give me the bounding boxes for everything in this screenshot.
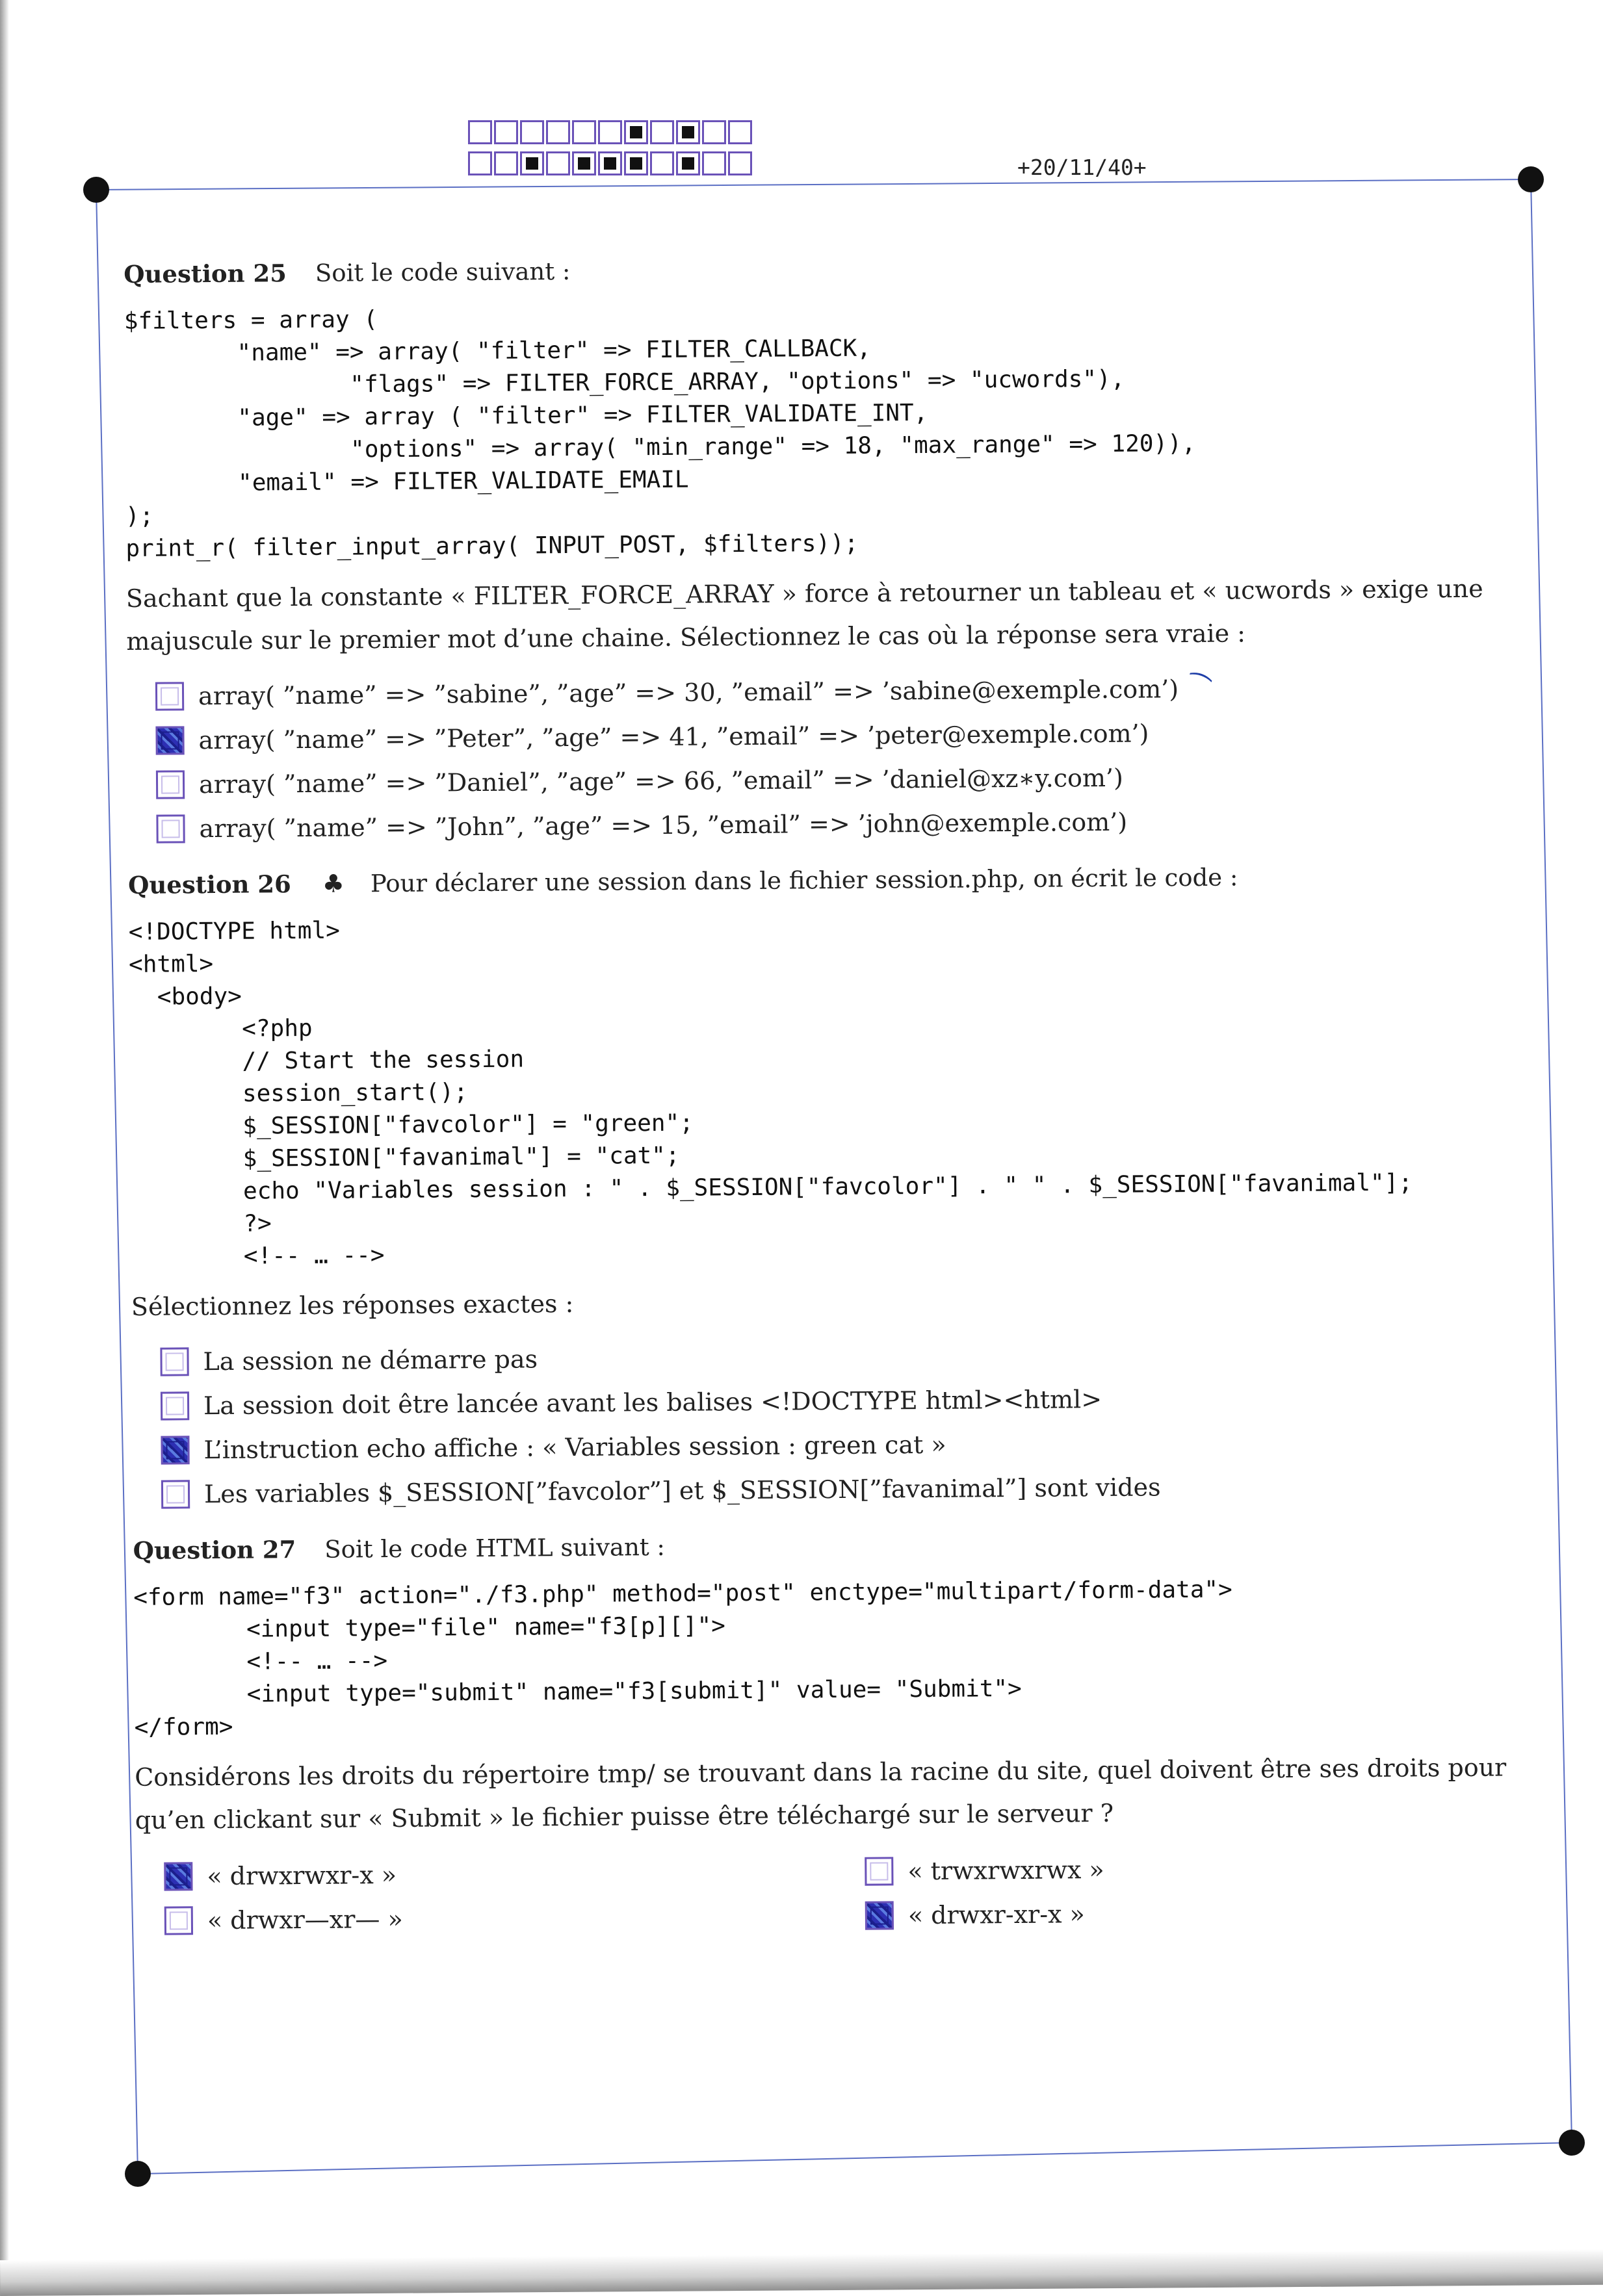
- code-block: $filters = array ( "name" => array( "filter" => FILTER_CALLBACK, "flags" => FILTER_FORCE_ARRAY, "options" => "ucwords"), "age" => array ( "filter" => FILTER_VALIDATE_INT, "options" => array( "min_range" => 18, "max_range" => 120)), "email" => FILTER_VALIDATE_EMAIL ); print_r( filter_input_array( INPUT_POST, $filters));: [124, 306, 1196, 562]
- question-header: [124, 250, 1554, 289]
- barcode-bit: [520, 120, 544, 144]
- answer-label: array( ”name” => ”Peter”, ”age” => 41, ”email” => ’peter@exemple.com’): [198, 719, 1149, 755]
- question-header: [128, 860, 1558, 899]
- barcode-bit: [520, 151, 544, 175]
- question-text: Sachant que la constante « FILTER_FORCE_ARRAY » force à retourner un tableau et « ucwords » exige une majuscule sur le premier mot d’une chaine. Sélectionnez le cas où la réponse sera vraie :: [125, 574, 1483, 656]
- question-text: Sélectionnez les réponses exactes :: [131, 1289, 574, 1321]
- answer-label: array( ”name” => ”John”, ”age” => 15, ”email” => ’john@exemple.com’): [199, 807, 1128, 844]
- answer-label: La session doit être lancée avant les balises <!DOCTYPE html><html>: [203, 1385, 1102, 1421]
- barcode-bit: [572, 120, 596, 144]
- frame-top-line: [96, 179, 1531, 190]
- barcode-bit: [728, 151, 752, 175]
- answer-checkbox[interactable]: [156, 814, 185, 843]
- answer-option[interactable]: [156, 797, 1557, 851]
- barcode-bit: [702, 151, 726, 175]
- answer-label: « trwxrwxrwx »: [907, 1855, 1104, 1886]
- answer-checkbox[interactable]: [164, 1862, 192, 1890]
- answer-checkbox[interactable]: [161, 1436, 189, 1464]
- exam-content: [124, 237, 1566, 1943]
- barcode-bit: [494, 151, 518, 175]
- answer-columns: [164, 1844, 1566, 1943]
- answer-option[interactable]: [865, 1844, 1565, 1894]
- corner-marker-bottom-left: [125, 2161, 151, 2187]
- barcode-row: [468, 120, 754, 149]
- answer-checkbox[interactable]: [164, 1906, 193, 1935]
- answer-label: L’instruction echo affiche : « Variables session : green cat »: [203, 1430, 946, 1465]
- club-icon: ♣: [322, 869, 345, 898]
- pen-mark-icon: ⁀: [1182, 671, 1212, 706]
- question-number: Question 26: [128, 870, 291, 899]
- barcode-bit: [598, 120, 622, 144]
- answer-label: Les variables $_SESSION[”favcolor”] et $_SESSION[”favanimal”] sont vides: [203, 1473, 1161, 1509]
- barcode-bit: [650, 151, 674, 175]
- barcode-bit: [572, 151, 596, 175]
- barcode-bit: [728, 120, 752, 144]
- answer-label: array( ”name” => ”Daniel”, ”age” => 66, ”email” => ’daniel@xz∗y.com’): [198, 763, 1124, 799]
- barcode-bit: [650, 120, 674, 144]
- question-prompt: Soit le code HTML suivant :: [324, 1532, 666, 1564]
- answer-checkbox[interactable]: [155, 726, 184, 755]
- answer-option[interactable]: [865, 1889, 1566, 1938]
- barcode-bit: [468, 151, 492, 175]
- question-number: Question 27: [133, 1535, 296, 1565]
- barcode-bit: [676, 151, 700, 175]
- barcode-row: [468, 151, 754, 180]
- answer-label: « drwxr—xr— »: [207, 1904, 403, 1935]
- question-26: [128, 860, 1563, 1517]
- answer-option[interactable]: [164, 1850, 865, 1899]
- answer-checkbox[interactable]: [155, 682, 184, 710]
- corner-marker-top-left: [83, 177, 109, 203]
- barcode-bit: [546, 151, 570, 175]
- answer-label: « drwxrwxr-x »: [207, 1860, 397, 1891]
- barcode-bit: [702, 120, 726, 144]
- code-block: <form name="f3" action="./f3.php" method="post" enctype="multipart/form-data"> <input type="file" name="f3[p][]"> <!-- … --> <input type="submit" name="f3[submit]" value= "Submit"> </form>: [133, 1576, 1232, 1741]
- answer-checkbox[interactable]: [156, 770, 185, 799]
- question-25: [124, 250, 1558, 851]
- question-prompt: Pour déclarer une session dans le fichier session.php, on écrit le code :: [370, 863, 1238, 898]
- answer-label: « drwxr-xr-x »: [907, 1900, 1085, 1930]
- answer-list: [160, 1330, 1563, 1517]
- barcode-bit: [676, 120, 700, 144]
- barcode-bit: [624, 151, 648, 175]
- barcode-bit: [546, 120, 570, 144]
- question-prompt: Soit le code suivant :: [315, 257, 571, 287]
- page-id: +20/11/40+: [1017, 155, 1147, 180]
- code-block: <!DOCTYPE html> <html> <body> <?php // Start the session session_start(); $_SESSION["favcolor"] = "green"; $_SESSION["favanimal"] = "cat"; echo "Variables session : " . $_SESSION["favcolor"] . " " . $_SESSION["favanimal"]; ?> <!-- … -->: [128, 917, 1413, 1271]
- barcode-bit: [624, 120, 648, 144]
- question-text: Considérons les droits du répertoire tmp/ se trouvant dans la racine du site, quel doivent être ses droits pour qu’en clickant sur « Submit » le fichier puisse être téléchargé sur le serveur ?: [135, 1753, 1507, 1835]
- answer-checkbox[interactable]: [865, 1857, 893, 1885]
- answer-checkbox[interactable]: [865, 1901, 894, 1929]
- question-number: Question 25: [124, 259, 287, 289]
- answer-option[interactable]: [164, 1894, 865, 1943]
- answer-checkbox[interactable]: [161, 1480, 190, 1508]
- question-27: [133, 1526, 1567, 1943]
- answer-option[interactable]: [161, 1462, 1563, 1517]
- answer-label: array( ”name” => ”sabine”, ”age” => 30, ”email” => ’sabine@exemple.com’): [198, 675, 1179, 711]
- barcode-bit: [598, 151, 622, 175]
- barcode-bit: [494, 120, 518, 144]
- answer-column-right: [865, 1844, 1566, 1938]
- corner-marker-top-right: [1518, 166, 1544, 192]
- barcode-bit: [468, 120, 492, 144]
- frame-bottom-line: [138, 2143, 1572, 2174]
- answer-column-left: [164, 1850, 865, 1943]
- answer-list: [155, 664, 1558, 851]
- question-header: [133, 1526, 1563, 1565]
- answer-checkbox[interactable]: [161, 1391, 189, 1420]
- answer-checkbox[interactable]: [160, 1347, 189, 1376]
- corner-marker-bottom-right: [1559, 2130, 1585, 2156]
- page-barcode: [468, 120, 754, 183]
- answer-label: La session ne démarre pas: [203, 1345, 538, 1376]
